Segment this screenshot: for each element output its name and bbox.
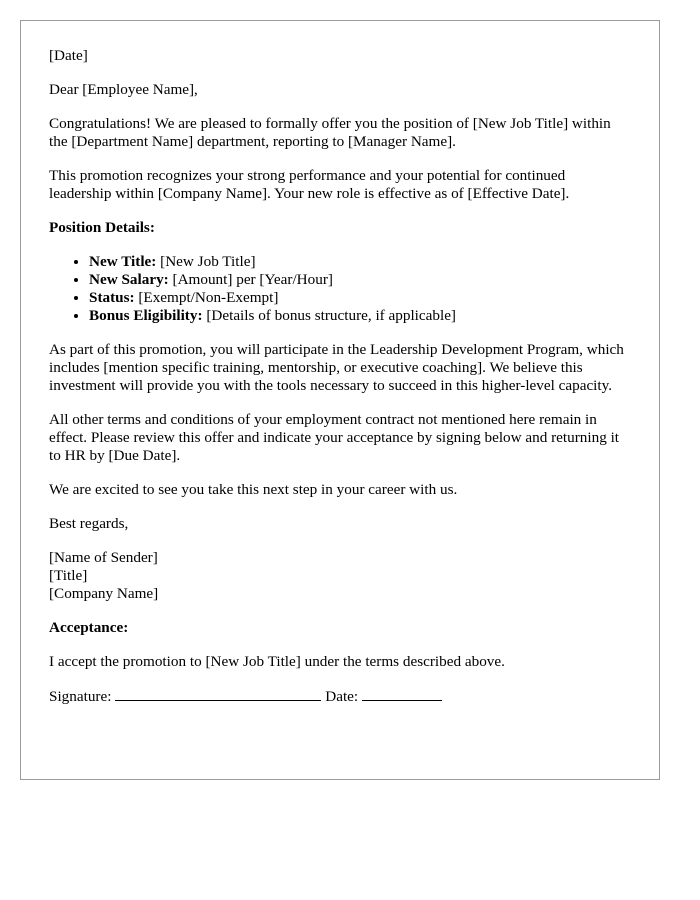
sender-name: [Name of Sender] (49, 549, 158, 566)
paragraph-recognition: This promotion recognizes your strong performance and your potential for continued leadership within [Company Name]. Your new role is effective as of [Effective Date]. (49, 167, 570, 202)
list-item (89, 289, 631, 307)
detail-term: Bonus Eligibility: (89, 307, 203, 324)
sign-off: Best regards, (49, 515, 129, 532)
sender-company: [Company Name] (49, 585, 159, 602)
list-item (89, 253, 631, 271)
detail-term: Status: (89, 289, 135, 306)
sender-block (49, 549, 631, 603)
detail-value: [Details of bonus structure, if applicable] (206, 307, 456, 324)
paragraph-congratulations: Congratulations! We are pleased to formally offer you the position of [New Job Title] within the [Department Name] department, reporting to [Manager Name]. (49, 115, 611, 150)
date-label: Date: (325, 688, 359, 705)
paragraph-closing: We are excited to see you take this next step in your career with us. (49, 481, 458, 498)
acceptance-heading: Acceptance: (49, 619, 129, 636)
signature-line[interactable] (115, 687, 321, 701)
salutation: Dear [Employee Name], (49, 81, 198, 98)
signature-row (49, 687, 631, 706)
detail-value: [Amount] per [Year/Hour] (172, 271, 333, 288)
date-line[interactable] (362, 687, 442, 701)
detail-value: [New Job Title] (160, 253, 256, 270)
detail-term: New Title: (89, 253, 157, 270)
list-item (89, 307, 631, 325)
position-details-list (49, 253, 631, 325)
letter-document (20, 20, 660, 780)
letter-date: [Date] (49, 47, 88, 64)
detail-value: [Exempt/Non-Exempt] (138, 289, 279, 306)
list-item (89, 271, 631, 289)
detail-term: New Salary: (89, 271, 169, 288)
paragraph-terms: All other terms and conditions of your employment contract not mentioned here remain in effect. Please review this offer and indicate your acceptance by signing below and returning it to HR by [Due Date]. (49, 411, 620, 464)
sender-title: [Title] (49, 567, 88, 584)
paragraph-program: As part of this promotion, you will participate in the Leadership Development Program, which includes [mention specific training, mentorship, or executive coaching]. We believe this investment will provide you with the tools necessary to succeed in this higher-level capacity. (49, 341, 624, 394)
position-details-heading: Position Details: (49, 219, 155, 236)
signature-label: Signature: (49, 688, 112, 705)
acceptance-statement: I accept the promotion to [New Job Title] under the terms described above. (49, 653, 505, 670)
